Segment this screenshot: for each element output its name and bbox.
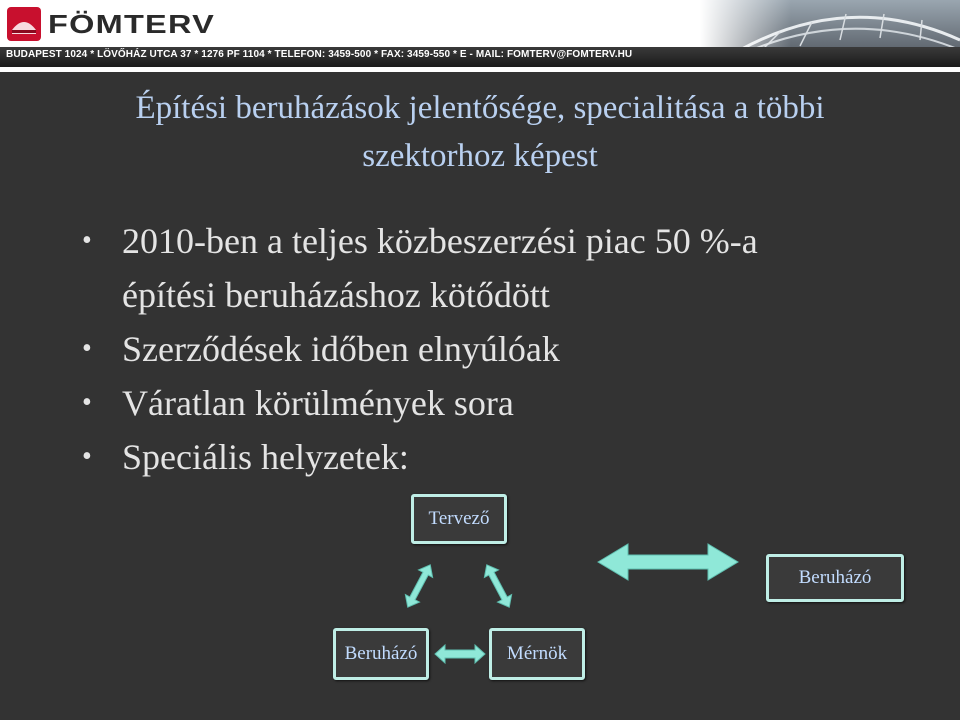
double-arrow-icon xyxy=(480,561,517,611)
bullet-dot-icon: • xyxy=(82,225,92,256)
bullet-list xyxy=(78,214,918,484)
diagram-box-beruhazo-right: Beruházó xyxy=(766,554,904,602)
diagram-box-beruhazo-left: Beruházó xyxy=(333,628,429,680)
double-arrow-icon xyxy=(401,561,438,611)
bullet-text: Váratlan körülmények sora xyxy=(122,383,514,423)
bullet-item xyxy=(78,430,918,484)
slide-title xyxy=(60,84,900,180)
diagram-box-mernok: Mérnök xyxy=(489,628,585,680)
bullet-dot-icon: • xyxy=(82,441,92,472)
bullet-dot-icon: • xyxy=(82,333,92,364)
diagram-box-tervezo: Tervező xyxy=(411,494,507,544)
title-line-1: Építési beruházások jelentősége, specialitása a többi xyxy=(135,90,825,126)
bullet-text-continued: építési beruházáshoz kötődött xyxy=(122,275,550,315)
contact-line: BUDAPEST 1024 * LÖVŐHÁZ UTCA 37 * 1276 PF 1104 * TELEFON: 3459-500 * FAX: 3459-550 * E - MAIL: FOMTERV@FOMTERV.HU xyxy=(6,49,633,60)
bullet-text: 2010-ben a teljes közbeszerzési piac 50 %-a xyxy=(122,221,758,261)
bullet-text: Szerződések időben elnyúlóak xyxy=(122,329,560,369)
bullet-text: Speciális helyzetek: xyxy=(122,437,409,477)
bullet-item xyxy=(78,322,918,376)
double-arrow-icon xyxy=(435,645,485,663)
header-banner xyxy=(0,0,960,72)
bullet-item xyxy=(78,376,918,430)
logo xyxy=(6,4,216,44)
double-arrow-icon xyxy=(598,544,738,580)
title-line-2: szektorhoz képest xyxy=(362,138,598,174)
bullet-dot-icon: • xyxy=(82,387,92,418)
bullet-item xyxy=(78,214,918,322)
fomterv-logo-icon xyxy=(6,6,42,42)
logo-text: FÖMTERV xyxy=(48,8,216,39)
